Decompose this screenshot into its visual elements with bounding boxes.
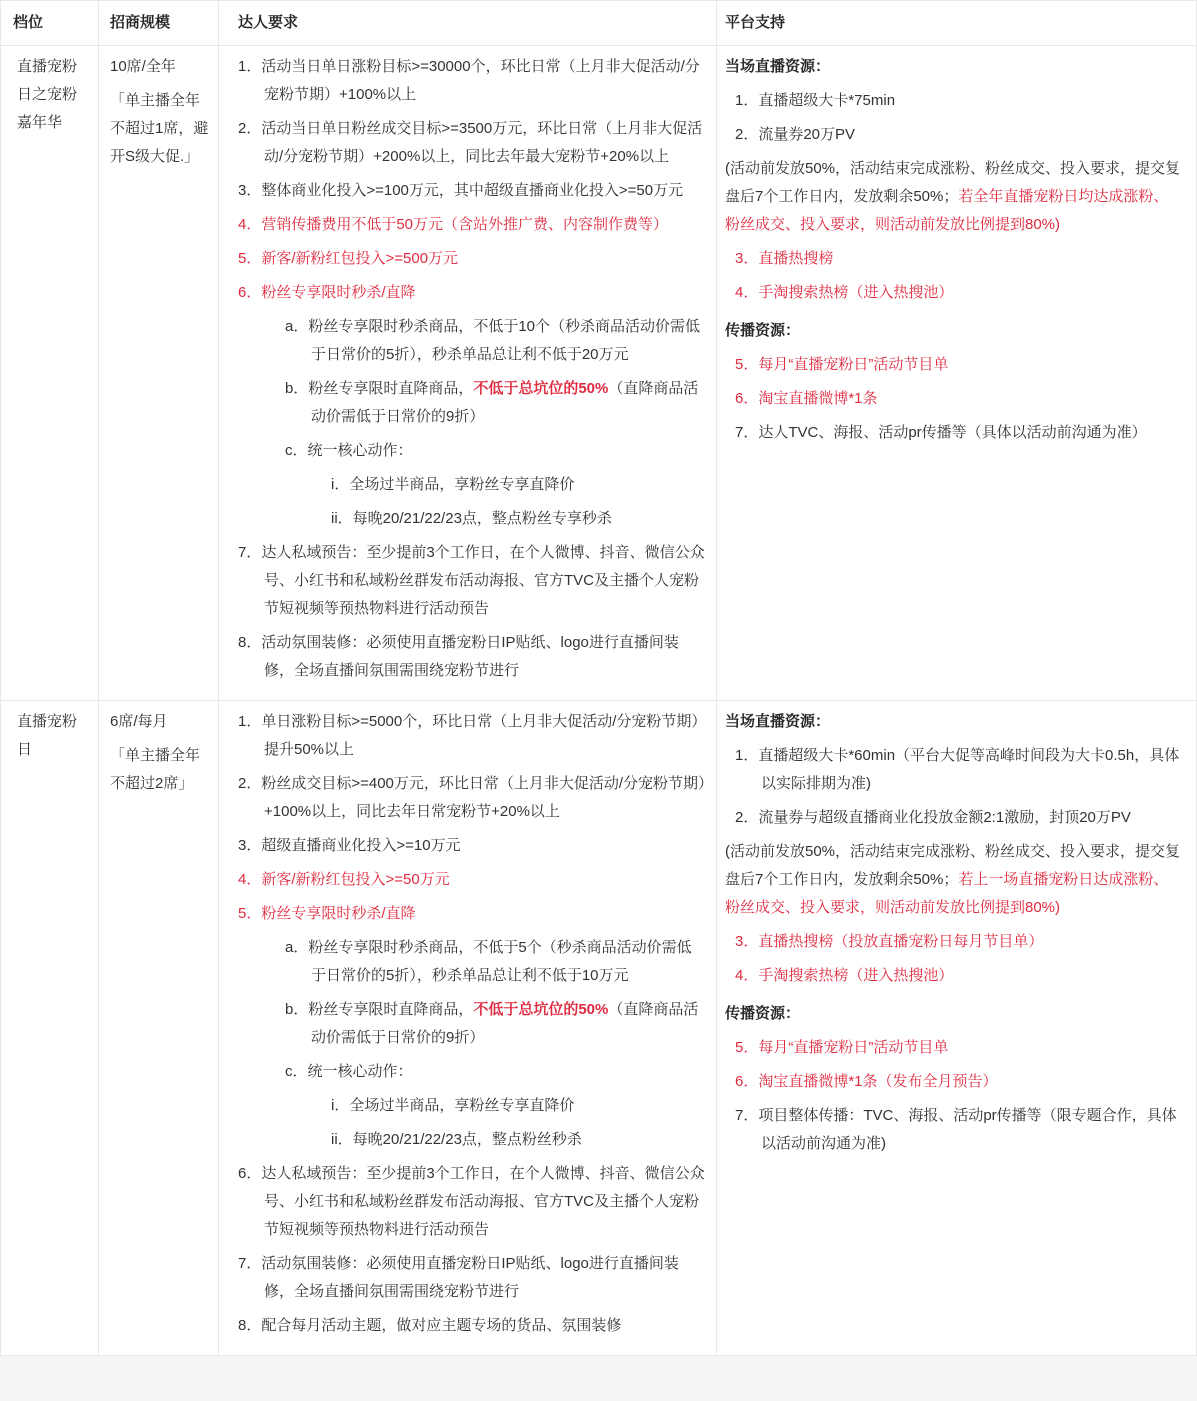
list-item [238,115,706,171]
text-segment: 当场直播资源： [725,58,831,75]
text-segment: 5．每月“直播宠粉日”活动节目单 [735,1039,949,1056]
text-segment: 7．达人TVC、海报、活动pr传播等（具体以活动前沟通为准） [735,424,1147,441]
list-item [238,177,706,205]
list-item [735,742,1182,798]
section-heading [725,708,1182,736]
text-segment: 不低于总坑位的50% [473,1001,609,1018]
text-segment: 6．淘宝直播微博*1条（发布全月预告） [735,1073,998,1090]
text-segment: ii．每晚20/21/22/23点，整点粉丝专享秒杀 [331,510,612,527]
list-item [735,121,1182,149]
list-item [238,832,706,860]
text-segment: 6．淘宝直播微博*1条 [735,390,878,407]
text-segment: 「单主播全年不超过2席」 [110,747,201,792]
text-segment: 「单主播全年不超过1席，避开S级大促.」 [110,92,209,165]
support-cell [717,46,1197,701]
list-item [331,1092,706,1120]
list-item [725,155,1182,239]
text-segment: i．全场过半商品，享粉丝专享直降价 [331,476,575,493]
list-item [735,279,1182,307]
text-segment: c．统一核心动作： [285,442,413,459]
list-item [238,1160,706,1244]
list-item [725,838,1182,922]
text-segment: 若全年直播宠粉日均达成涨粉、粉丝成交、投入要求，则活动前发放比例提到80%) [725,188,1169,233]
text-segment: 3．直播热搜榜 [735,250,834,267]
tier-cell [1,46,99,701]
text-segment: 7．达人私域预告：至少提前3个工作日，在个人微博、抖音、微信公众号、小红书和私域粉丝群发布活动海报、官方TVC及主播个人宠粉节短视频等预热物料进行活动预告 [238,544,705,617]
requirements-cell [219,46,717,701]
list-item [735,1034,1182,1062]
cell-text [17,53,88,137]
list-item [735,962,1182,990]
list-item [735,419,1182,447]
text-segment: 2．粉丝成交目标>=400万元，环比日常（上月非大促活动/分宠粉节期）+100%以上，同比去年日常宠粉节+20%以上 [238,775,706,820]
list-item [331,1126,706,1154]
page-background [0,1356,1197,1382]
text-segment: 3．超级直播商业化投入>=10万元 [238,837,461,854]
text-segment: 8．配合每月活动主题，做对应主题专场的货品、氛围装修 [238,1317,622,1334]
table-header-row [1,1,1197,46]
text-segment: 当场直播资源： [725,713,831,730]
text-segment: b．粉丝专享限时直降商品， [285,380,474,397]
tier-cell [1,701,99,1356]
table-row [1,46,1197,701]
text-segment: 6．达人私域预告：至少提前3个工作日，在个人微博、抖音、微信公众号、小红书和私域粉丝群发布活动海报、官方TVC及主播个人宠粉节短视频等预热物料进行活动预告 [238,1165,705,1238]
text-segment: 2．流量券20万PV [735,126,856,143]
text-segment: 传播资源： [725,322,801,339]
header-requirements: 达人要求 [219,1,717,46]
list-item [285,996,706,1052]
scale-cell [99,46,219,701]
text-segment: 5．每月“直播宠粉日”活动节目单 [735,356,949,373]
section-heading [725,317,1182,345]
text-segment: 7．项目整体传播：TVC、海报、活动pr传播等（限专题合作，具体以活动前沟通为准) [735,1107,1177,1152]
list-item [238,1312,706,1340]
list-item [735,351,1182,379]
list-item [285,313,706,369]
text-segment: 6席/每月 [110,713,168,730]
list-item [238,900,706,928]
text-segment: 6．粉丝专享限时秒杀/直降 [238,284,416,301]
table-row [1,701,1197,1356]
text-segment: 不低于总坑位的50% [473,380,609,397]
cell-text [110,742,210,798]
text-segment: (活动前发放50%，活动结束完成涨粉、粉丝成交、投入要求，提交复盘后7个工作日内，发放剩余50%； [725,160,1181,205]
text-segment: a．粉丝专享限时秒杀商品，不低于10个（秒杀商品活动价需低于日常价的5折），秒杀单品总让利不低于20万元 [285,318,701,363]
text-segment: （直降商品活动价需低于日常价的9折） [311,380,699,425]
text-segment: a．粉丝专享限时秒杀商品，不低于5个（秒杀商品活动价需低于日常价的5折），秒杀单品总让利不低于10万元 [285,939,692,984]
text-segment: 1．直播超级大卡*75min [735,92,896,109]
text-segment: 1．活动当日单日涨粉目标>=30000个，环比日常（上月非大促活动/分宠粉节期）+100%以上 [238,58,700,103]
text-segment: 传播资源： [725,1005,801,1022]
list-item [238,1250,706,1306]
text-segment: 直播宠粉日 [17,713,78,758]
header-scale: 招商规模 [99,1,219,46]
list-item [238,279,706,307]
list-item [238,53,706,109]
list-item [238,708,706,764]
list-item [285,934,706,990]
header-tier: 档位 [1,1,99,46]
text-segment: 若上一场直播宠粉日达成涨粉、粉丝成交、投入要求，则活动前发放比例提到80%) [725,871,1169,916]
list-item [735,385,1182,413]
cell-text [110,708,210,736]
text-segment: 4．手淘搜索热榜（进入热搜池） [735,967,954,984]
list-item [735,245,1182,273]
scale-cell [99,701,219,1356]
cell-text [17,708,88,764]
cell-text [110,53,210,81]
list-item [238,629,706,685]
text-segment: 5．粉丝专享限时秒杀/直降 [238,905,416,922]
text-segment: 5．新客/新粉红包投入>=500万元 [238,250,459,267]
text-segment: 1．单日涨粉目标>=5000个，环比日常（上月非大促活动/分宠粉节期）提升50%以上 [238,713,699,758]
list-item [285,375,706,431]
list-item [238,770,706,826]
header-platform-support: 平台支持 [717,1,1197,46]
text-segment: 8．活动氛围装修：必须使用直播宠粉日IP贴纸、logo进行直播间装修，全场直播间氛围需围绕宠粉节进行 [238,634,679,679]
text-segment: 直播宠粉日之宠粉嘉年华 [17,58,78,131]
text-segment: 4．新客/新粉红包投入>=50万元 [238,871,450,888]
text-segment: b．粉丝专享限时直降商品， [285,1001,474,1018]
section-heading [725,1000,1182,1028]
list-item [735,87,1182,115]
list-item [331,505,706,533]
text-segment: 3．整体商业化投入>=100万元，其中超级直播商业化投入>=50万元 [238,182,684,199]
list-item [331,471,706,499]
text-segment: 4．营销传播费用不低于50万元（含站外推广费、内容制作费等） [238,216,669,233]
section-heading [725,53,1182,81]
text-segment: 7．活动氛围装修：必须使用直播宠粉日IP贴纸、logo进行直播间装修，全场直播间氛围需围绕宠粉节进行 [238,1255,679,1300]
list-item [285,437,706,465]
list-item [238,245,706,273]
cell-text [110,87,210,171]
text-segment: 10席/全年 [110,58,176,75]
text-segment: 2．活动当日单日粉丝成交目标>=3500万元，环比日常（上月非大促活动/分宠粉节期）+200%以上，同比去年最大宠粉节+20%以上 [238,120,703,165]
text-segment: i．全场过半商品，享粉丝专享直降价 [331,1097,575,1114]
requirements-cell [219,701,717,1356]
list-item [735,804,1182,832]
list-item [238,539,706,623]
text-segment: 4．手淘搜索热榜（进入热搜池） [735,284,954,301]
text-segment: (活动前发放50%，活动结束完成涨粉、粉丝成交、投入要求，提交复盘后7个工作日内，发放剩余50%； [725,843,1181,888]
list-item [735,928,1182,956]
text-segment: 3．直播热搜榜（投放直播宠粉日每月节目单） [735,933,1044,950]
text-segment: c．统一核心动作： [285,1063,413,1080]
list-item [735,1102,1182,1158]
list-item [735,1068,1182,1096]
list-item [238,866,706,894]
text-segment: ii．每晚20/21/22/23点，整点粉丝秒杀 [331,1131,582,1148]
support-cell [717,701,1197,1356]
list-item [285,1058,706,1086]
text-segment: 2．流量券与超级直播商业化投放金额2:1激励，封顶20万PV [735,809,1131,826]
list-item [238,211,706,239]
text-segment: 1．直播超级大卡*60min（平台大促等高峰时间段为大卡0.5h，具体以实际排期为准) [735,747,1180,792]
text-segment: （直降商品活动价需低于日常价的9折） [311,1001,699,1046]
